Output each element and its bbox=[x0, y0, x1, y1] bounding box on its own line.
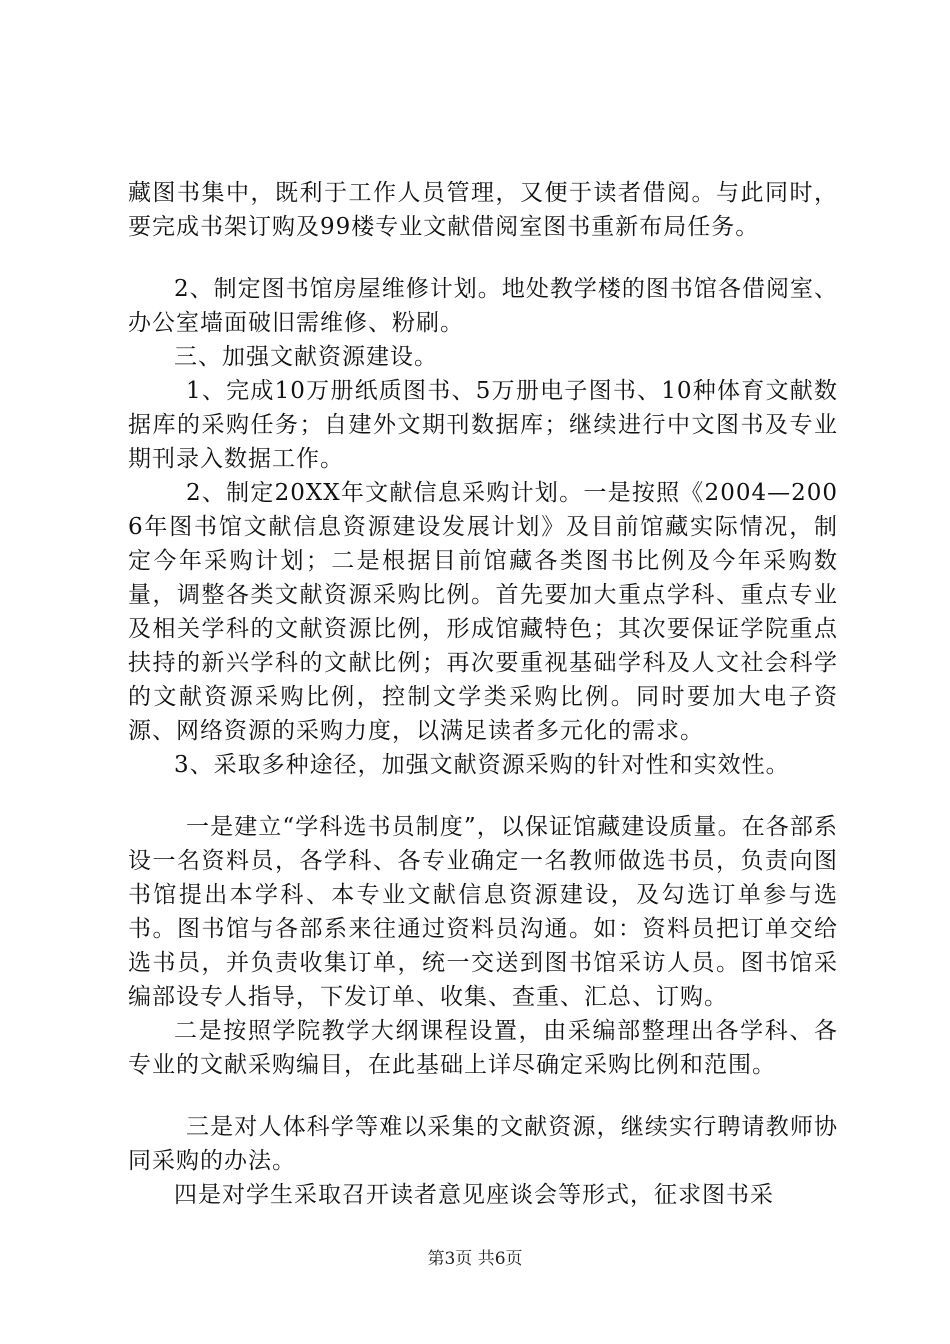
paragraph-item-2: 2、制定20XX年文献信息采购计划。一是按照《2004—2006年图书馆文献信息资源建设发展计划》及目前馆藏实际情况，制定今年采购计划；二是根据目前馆藏各类图书比例及今年采购数量，调整各类文献资源采购比例。首先要加大重点学科、重点专业及相关学科的文献资源比例，形成馆藏特色；其次要保证学院重点扶持的新兴学科的文献比例；再次要重视基础学科及人文社会科学的文献资源采购比例，控制文学类采购比例。同时要加大电子资源、网络资源的采购力度，以满足读者多元化的需求。 bbox=[128, 480, 838, 744]
paragraph-measure-4: 四是对学生采取召开读者意见座谈会等形式，征求图书采 bbox=[174, 1182, 774, 1208]
paragraph-measure-2: 二是按照学院教学大纲课程设置，由采编部整理出各学科、各专业的文献采购编目，在此基础上详尽确定采购比例和范围。 bbox=[128, 1018, 838, 1078]
paragraph-continuation: 藏图书集中，既利于工作人员管理，又便于读者借阅。与此同时，要完成书架订购及99楼专业文献借阅室图书重新布局任务。 bbox=[128, 180, 838, 240]
paragraph-item-3: 3、采取多种途径，加强文献资源采购的针对性和实效性。 bbox=[174, 752, 790, 778]
section-heading-3: 三、加强文献资源建设。 bbox=[174, 344, 438, 370]
paragraph-repair-plan: 2、制定图书馆房屋维修计划。地处教学楼的图书馆各借阅室、办公室墙面破旧需维修、粉刷。 bbox=[128, 276, 838, 336]
paragraph-measure-1: 一是建立“学科选书员制度”，以保证馆藏建设质量。在各部系设一名资料员，各学科、各专业确定一名教师做选书员，负责向图书馆提出本学科、本专业文献信息资源建设，及勾选订单参与选书。图书馆与各部系来往通过资料员沟通。如：资料员把订单交给选书员，并负责收集订单，统一交送到图书馆采访人员。图书馆采编部设专人指导，下发订单、收集、查重、汇总、订购。 bbox=[128, 814, 838, 1010]
page-footer: 第3页 共6页 bbox=[427, 1249, 523, 1269]
paragraph-measure-3: 三是对人体科学等难以采集的文献资源，继续实行聘请教师协同采购的办法。 bbox=[128, 1114, 838, 1174]
document-body bbox=[128, 176, 838, 1212]
paragraph-item-1: 1、完成10万册纸质图书、5万册电子图书、10种体育文献数据库的采购任务；自建外文期刊数据库；继续进行中文图书及专业期刊录入数据工作。 bbox=[128, 378, 838, 472]
